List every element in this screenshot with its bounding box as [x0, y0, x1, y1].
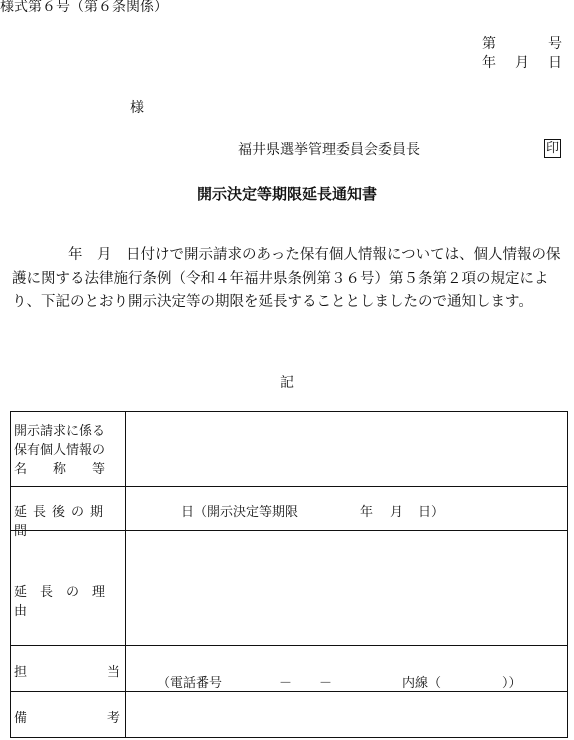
table-row-reason: [11, 531, 567, 646]
row-label-contact: [14, 661, 120, 680]
issuer-name: 福井県選挙管理委員会委員長: [238, 142, 420, 158]
table-row-contact: [11, 646, 567, 692]
remarks-label-b: 考: [106, 711, 120, 726]
form-label: 様式第６号（第６条関係）: [0, 0, 168, 15]
remarks-label-a: 備: [14, 711, 28, 726]
details-table: [10, 411, 568, 738]
date-day: 日: [548, 55, 562, 71]
extended-day2-text: 日）: [418, 505, 445, 520]
body-text: 年 月 日付けで開示請求のあった保有個人情報については、個人情報の保護に関する法律施行条例（令和４年福井県条例第３６号）第５条第２項の規定により、下記のとおり開示決定等の期限を延長することとしましたので通知します。: [12, 247, 561, 310]
table-row-document-name: [11, 412, 567, 487]
extended-year-text: 年: [360, 505, 374, 520]
document-title: 開示決定等期限延長通知書: [196, 185, 377, 203]
extended-day-text: 日（開示決定等期限: [181, 505, 299, 520]
document-date-line: [482, 56, 562, 70]
extended-month-text: 月: [390, 505, 404, 520]
date-month: 月: [515, 55, 529, 71]
phone-label: （電話番号: [157, 676, 223, 691]
label-line-2: 保有個人情報の: [14, 443, 106, 458]
phone-dash-1: －: [279, 676, 293, 691]
number-suffix: 号: [548, 36, 562, 52]
extension-label: 内線（: [402, 676, 442, 691]
seal-mark: 印: [546, 141, 560, 156]
table-row-remarks: [11, 692, 567, 737]
label-line-1: 開示請求に係る: [14, 424, 106, 439]
body-paragraph: [12, 244, 572, 315]
document-number-line: [482, 37, 562, 51]
phone-dash-2: －: [319, 676, 333, 691]
contact-label-b: 当: [106, 665, 120, 680]
extension-close: ））: [502, 676, 522, 691]
date-year: 年: [482, 55, 496, 71]
ki-heading: 記: [280, 375, 294, 391]
contact-label-a: 担: [14, 665, 28, 680]
label-line-3: 名 称 等: [14, 462, 106, 477]
row-label-remarks: [14, 707, 120, 726]
row-label-reason: 延長の理由: [14, 585, 119, 619]
addressee-suffix: 様: [130, 100, 144, 116]
row-label-extended-period: 延長後の期間: [14, 505, 110, 539]
row-label-document-name: [14, 422, 120, 479]
table-row-extended-period: [11, 487, 567, 539]
number-prefix: 第: [482, 36, 496, 52]
